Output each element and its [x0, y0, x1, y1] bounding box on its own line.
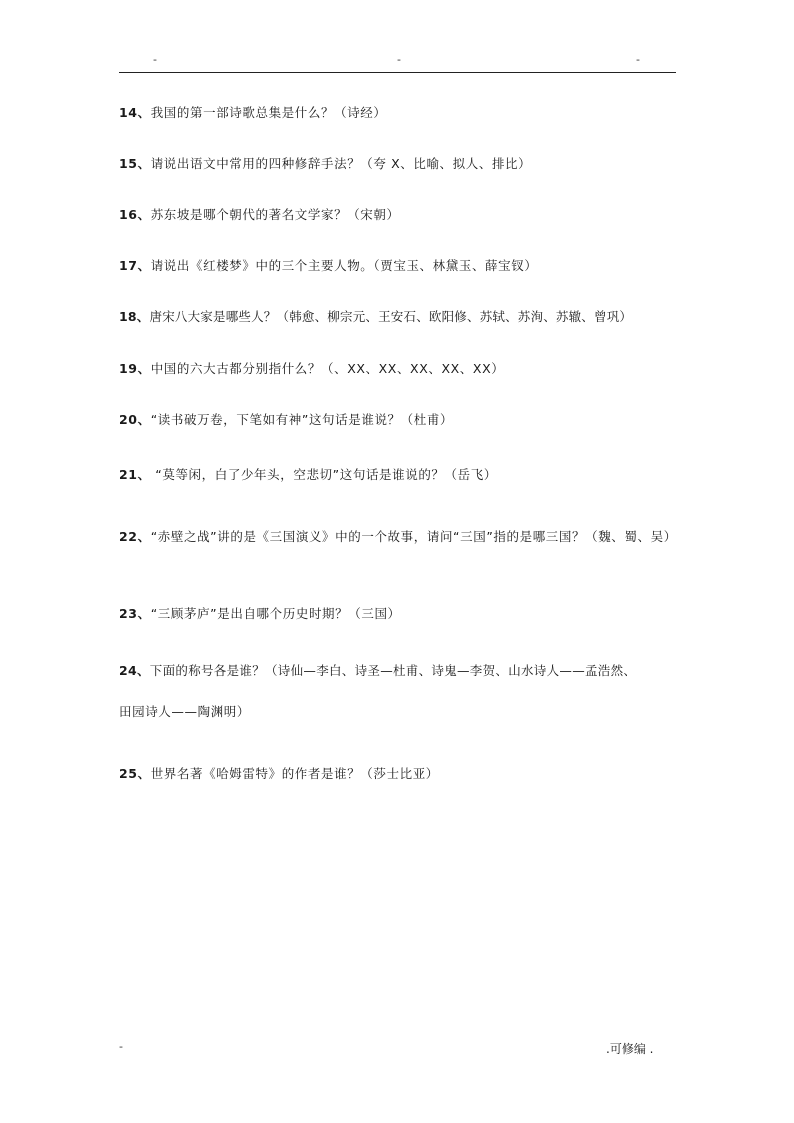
question-text: 下面的称号各是谁？（诗仙—李白、诗圣—杜甫、诗鬼—李贺、山水诗人——孟浩然、	[149, 663, 637, 678]
page-header	[119, 52, 676, 73]
question-23	[119, 602, 679, 626]
question-text: 苏东坡是哪个朝代的著名文学家？（宋朝）	[150, 207, 400, 222]
question-number: 19、	[119, 361, 151, 376]
question-text: 唐宋八大家是哪些人？（韩愈、柳宗元、王安石、欧阳修、苏轼、苏洵、苏辙、曾巩）	[149, 309, 633, 324]
question-text: “读书破万卷，下笔如有神”这句话是谁说？（杜甫）	[150, 412, 454, 427]
question-22	[119, 525, 679, 549]
question-number: 20、	[119, 412, 151, 427]
question-number: 15、	[119, 156, 151, 171]
question-text-continued: 田园诗人——陶渊明）	[119, 704, 251, 719]
question-number: 14、	[119, 105, 151, 120]
question-text: 我国的第一部诗歌总集是什么？（诗经）	[150, 105, 387, 120]
question-text: “三顾茅庐”是出自哪个历史时期？（三国）	[150, 606, 401, 621]
footer-mark: -	[119, 1040, 123, 1053]
question-16	[119, 203, 679, 227]
question-number: 17、	[119, 258, 151, 273]
question-15	[119, 152, 679, 176]
question-number: 21、	[119, 467, 151, 482]
question-21	[119, 463, 679, 487]
question-text: 世界名著《哈姆雷特》的作者是谁？（莎士比亚）	[150, 766, 439, 781]
header-mark-center: -	[397, 53, 401, 66]
question-text: 请说出语文中常用的四种修辞手法？（夸 X、比喻、拟人、排比）	[150, 156, 532, 171]
question-number: 18、	[119, 309, 150, 324]
question-24-continued	[119, 700, 679, 724]
question-number: 23、	[119, 606, 151, 621]
question-number: 16、	[119, 207, 151, 222]
question-text: “莫等闲，白了少年头，空悲切”这句话是谁说的？（岳飞）	[150, 467, 497, 482]
question-19	[119, 357, 679, 381]
question-17	[119, 254, 679, 278]
footer-editable-note: .可修编 .	[606, 1042, 654, 1056]
header-mark-right: -	[636, 53, 640, 66]
question-24	[119, 659, 679, 683]
question-text: 中国的六大古都分别指什么？（、XX、XX、XX、XX、XX）	[150, 361, 505, 376]
question-number: 24、	[119, 663, 150, 678]
question-14	[119, 101, 679, 125]
question-text: 请说出《红楼梦》中的三个主要人物。（贾宝玉、林黛玉、薛宝钗）	[150, 258, 538, 273]
question-18	[119, 305, 679, 329]
question-number: 25、	[119, 766, 151, 781]
question-number: 22、	[119, 529, 151, 544]
header-mark-left: -	[153, 53, 157, 66]
question-text: “赤壁之战”讲的是《三国演义》中的一个故事，请问“三国”指的是哪三国？（魏、蜀、吴）	[150, 529, 677, 544]
question-20	[119, 408, 679, 432]
question-25	[119, 762, 679, 786]
